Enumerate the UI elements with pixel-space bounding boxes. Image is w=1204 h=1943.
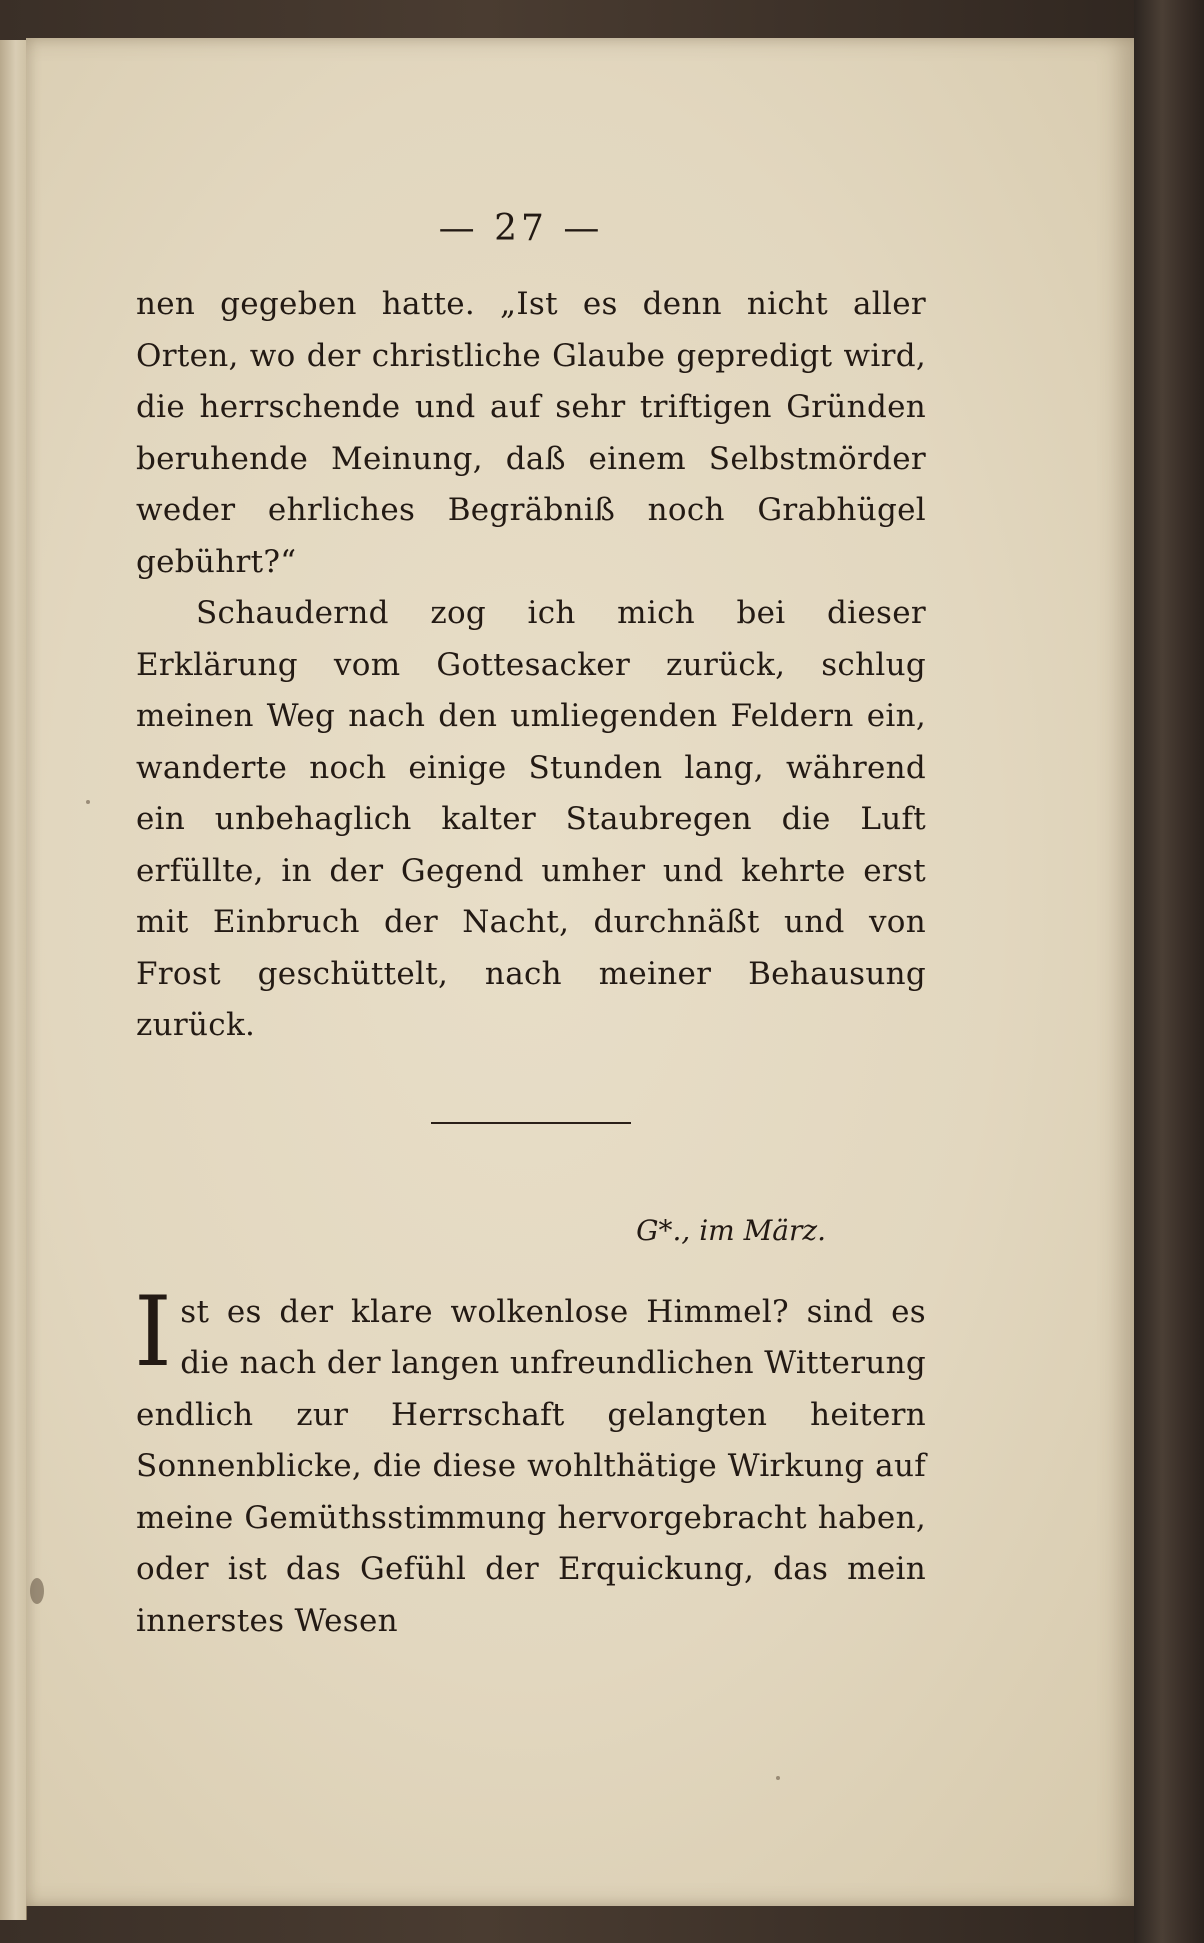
paragraph: Schaudernd zog ich mich bei dieser Erklärung vom Gottesacker zurück, schlug meinen Weg nach den umliegenden Feldern ein, wanderte noch einige Stunden lang, während ein unbehaglich kalter Staubregen die Luft erfüllte, in der Gegend umher und kehrte erst mit Einbruch der Nacht, durchnäßt und von Frost geschüttelt, nach meiner Behausung zurück.: [136, 595, 926, 1043]
dateline: G*., im März.: [636, 1213, 826, 1247]
ink-stain: [30, 1578, 44, 1604]
book-cover-edge: [1134, 0, 1204, 1943]
section-divider: [431, 1122, 631, 1124]
paper-speck: [86, 800, 90, 804]
page-number: — 27 —: [438, 208, 604, 249]
page-text-block: [136, 208, 926, 1647]
book-page: [26, 38, 1134, 1906]
section-opening-paragraph: [134, 1275, 926, 1648]
section-opening-text: st es der klare wolkenlose Himmel? sind es die nach der langen unfreundlichen Witterung endlich zur Herrschaft gelangten heitern Sonnenblicke, die diese wohlthätige Wirkung auf meine Gemüthsstimmung hervorgebracht haben, oder ist das Gefühl der Erquickung, das mein innerstes Wesen: [136, 1293, 926, 1639]
drop-cap: I: [134, 1275, 173, 1388]
paper-speck: [776, 1776, 780, 1780]
paragraph-continued: nen gegeben hatte. „Ist es denn nicht aller Orten, wo der christliche Glaube gepredigt wird, die herrschende und auf sehr triftigen Gründen beruhende Meinung, daß einem Selbstmörder weder ehrliches Begräbniß noch Grabhügel gebührt?“: [136, 286, 926, 580]
previous-page-edge: [0, 40, 27, 1920]
